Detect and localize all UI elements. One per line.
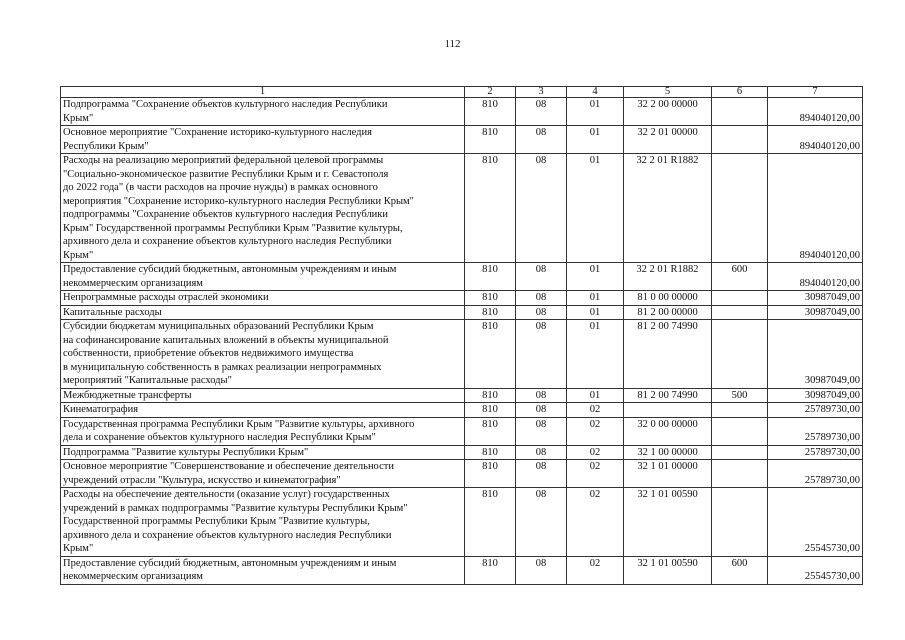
row-name-cell xyxy=(61,126,465,154)
table-row xyxy=(61,263,863,291)
row-sum-cell-text: 894040120,00 xyxy=(799,112,860,124)
row-code-5-cell xyxy=(624,403,712,418)
row-code-4-cell xyxy=(567,263,624,291)
row-code-4-cell-text: 01 xyxy=(589,292,601,303)
row-code-6-cell xyxy=(712,98,768,126)
row-code-4-cell-text: 02 xyxy=(589,461,601,472)
row-code-6-cell-text: 600 xyxy=(731,557,748,569)
row-code-3-cell xyxy=(516,320,567,389)
row-sum-cell xyxy=(768,388,863,403)
row-name-cell-text: Основное мероприятие "Совершенствование и обеспечение деятельности учреждений отрасли "Культура, искусство и кинематография" xyxy=(63,461,394,486)
row-code-3-cell-text: 08 xyxy=(535,127,547,138)
table-row xyxy=(61,445,863,460)
row-code-5-cell-text: 32 1 00 00000 xyxy=(637,446,698,458)
row-code-5-cell-text: 32 2 01 R1882 xyxy=(636,155,699,166)
row-name-cell-text: Межбюджетные трансферты xyxy=(63,389,192,401)
row-code-3-cell xyxy=(516,445,567,460)
row-code-2-cell-text: 810 xyxy=(482,557,498,569)
row-code-4-cell-text: 01 xyxy=(589,264,601,275)
header-cell-5: 5 xyxy=(624,87,712,98)
page-number: 112 xyxy=(444,38,461,50)
row-sum-cell-text: 25789730,00 xyxy=(804,446,860,458)
row-sum-cell-text: 25789730,00 xyxy=(804,432,860,443)
row-code-2-cell xyxy=(465,488,516,557)
row-sum-cell-text: 30987049,00 xyxy=(804,389,860,401)
table-row xyxy=(61,388,863,403)
row-code-6-cell xyxy=(712,388,768,403)
row-sum-cell xyxy=(768,460,863,488)
row-code-5-cell-text: 32 2 01 00000 xyxy=(637,127,698,138)
row-code-5-cell-text: 32 1 01 00590 xyxy=(637,489,698,500)
row-code-4-cell xyxy=(567,154,624,263)
row-code-3-cell-text: 08 xyxy=(535,404,547,415)
row-code-3-cell-text: 08 xyxy=(535,418,547,430)
table-row xyxy=(61,403,863,418)
row-code-4-cell-text: 01 xyxy=(589,321,601,332)
table-row xyxy=(61,417,863,445)
header-cell-6: 6 xyxy=(712,87,768,98)
row-code-3-cell-text: 08 xyxy=(535,461,547,472)
row-sum-cell xyxy=(768,488,863,557)
row-name-cell xyxy=(61,460,465,488)
row-name-cell xyxy=(61,98,465,126)
row-code-2-cell xyxy=(465,320,516,389)
row-code-3-cell-text: 08 xyxy=(535,389,547,401)
row-sum-cell-text: 30987049,00 xyxy=(804,375,860,386)
row-code-5-cell xyxy=(624,445,712,460)
row-code-5-cell xyxy=(624,320,712,389)
row-code-4-cell xyxy=(567,403,624,418)
row-code-3-cell xyxy=(516,291,567,306)
row-code-3-cell-text: 08 xyxy=(535,489,547,500)
row-name-cell-text: Предоставление субсидий бюджетным, автономным учреждениям и иным некоммерческим организациям xyxy=(63,264,397,289)
row-code-3-cell-text: 08 xyxy=(535,321,547,332)
row-code-5-cell xyxy=(624,556,712,584)
row-code-2-cell xyxy=(465,417,516,445)
row-code-4-cell xyxy=(567,388,624,403)
row-code-6-cell xyxy=(712,291,768,306)
row-code-3-cell xyxy=(516,403,567,418)
row-code-6-cell xyxy=(712,488,768,557)
table-row xyxy=(61,98,863,126)
row-code-5-cell-text: 32 1 01 00590 xyxy=(637,557,698,569)
row-name-cell-text: Подпрограмма "Сохранение объектов культурного наследия Республики Крым" xyxy=(63,99,388,124)
row-code-5-cell xyxy=(624,488,712,557)
row-code-2-cell-text: 810 xyxy=(482,99,498,110)
row-sum-cell xyxy=(768,320,863,389)
row-code-2-cell xyxy=(465,291,516,306)
budget-table xyxy=(60,86,863,585)
row-code-6-cell xyxy=(712,556,768,584)
row-code-6-cell xyxy=(712,320,768,389)
row-name-cell-text: Расходы на реализацию мероприятий федеральной целевой программы "Социально-экономическое развитие Республики Крым и г. Севастополя до 2022 года" (в части расходов на прочие нужды) в рамках основного мероприятия "Сохранение историко-культурного наследия Республики Крым" подпрограммы "Сохранение объектов культурного наследия Республики Крым" Государственной программы Республики Крым "Развитие культуры, архивного дела и сохранение объектов культурного наследия Республики Крым" xyxy=(63,155,414,261)
row-code-5-cell-text: 81 2 00 74990 xyxy=(637,321,698,332)
table-row xyxy=(61,291,863,306)
table-row xyxy=(61,305,863,320)
table-row xyxy=(61,556,863,584)
row-name-cell-text: Основное мероприятие "Сохранение историко-культурного наследия Республики Крым" xyxy=(63,127,372,152)
row-code-5-cell-text: 32 2 01 R1882 xyxy=(636,264,699,275)
row-code-4-cell xyxy=(567,417,624,445)
table-header-row xyxy=(61,87,863,98)
row-code-4-cell xyxy=(567,320,624,389)
table-row xyxy=(61,126,863,154)
row-code-2-cell xyxy=(465,388,516,403)
row-code-2-cell-text: 810 xyxy=(482,127,498,138)
row-name-cell xyxy=(61,417,465,445)
row-sum-cell xyxy=(768,305,863,320)
row-code-4-cell-text: 02 xyxy=(589,489,601,500)
row-name-cell-text: Непрограммные расходы отраслей экономики xyxy=(63,292,269,303)
header-cell-4: 4 xyxy=(567,87,624,98)
row-code-4-cell xyxy=(567,556,624,584)
row-code-4-cell xyxy=(567,445,624,460)
row-code-4-cell xyxy=(567,460,624,488)
row-code-3-cell xyxy=(516,263,567,291)
row-code-6-cell xyxy=(712,417,768,445)
row-name-cell xyxy=(61,291,465,306)
row-sum-cell xyxy=(768,445,863,460)
row-name-cell xyxy=(61,556,465,584)
row-code-2-cell-text: 810 xyxy=(482,321,498,332)
row-code-2-cell-text: 810 xyxy=(482,446,498,458)
row-code-5-cell xyxy=(624,460,712,488)
row-code-3-cell xyxy=(516,305,567,320)
row-code-5-cell-text: 81 2 00 74990 xyxy=(637,389,698,401)
row-code-5-cell xyxy=(624,126,712,154)
row-code-3-cell-text: 08 xyxy=(535,264,547,275)
row-code-2-cell-text: 810 xyxy=(482,404,498,415)
row-sum-cell xyxy=(768,556,863,584)
row-sum-cell xyxy=(768,126,863,154)
row-name-cell xyxy=(61,320,465,389)
row-code-4-cell-text: 01 xyxy=(589,127,601,138)
row-code-4-cell-text: 01 xyxy=(589,389,601,401)
row-code-4-cell-text: 01 xyxy=(589,306,601,318)
row-code-6-cell xyxy=(712,154,768,263)
row-code-5-cell-text: 32 0 00 00000 xyxy=(637,418,698,430)
header-cell-3: 3 xyxy=(516,87,567,98)
row-sum-cell xyxy=(768,263,863,291)
row-name-cell xyxy=(61,403,465,418)
row-sum-cell xyxy=(768,403,863,418)
row-code-5-cell xyxy=(624,291,712,306)
row-code-6-cell xyxy=(712,460,768,488)
row-code-3-cell-text: 08 xyxy=(535,155,547,166)
row-name-cell-text: Капитальные расходы xyxy=(63,306,162,318)
row-code-6-cell xyxy=(712,403,768,418)
row-code-5-cell-text: 32 1 01 00000 xyxy=(637,461,698,472)
row-code-2-cell-text: 810 xyxy=(482,489,498,500)
row-code-2-cell-text: 810 xyxy=(482,264,498,275)
row-code-3-cell xyxy=(516,126,567,154)
row-code-4-cell xyxy=(567,291,624,306)
table-row xyxy=(61,154,863,263)
row-code-3-cell xyxy=(516,556,567,584)
row-code-3-cell xyxy=(516,154,567,263)
row-code-4-cell xyxy=(567,305,624,320)
row-code-2-cell xyxy=(465,154,516,263)
row-code-2-cell xyxy=(465,460,516,488)
row-code-4-cell-text: 02 xyxy=(589,446,601,458)
row-name-cell xyxy=(61,154,465,263)
row-code-6-cell xyxy=(712,305,768,320)
row-sum-cell-text: 25545730,00 xyxy=(804,543,860,554)
row-code-2-cell xyxy=(465,445,516,460)
row-sum-cell xyxy=(768,98,863,126)
row-code-6-cell xyxy=(712,263,768,291)
row-code-5-cell-text: 81 2 00 00000 xyxy=(637,306,698,318)
header-cell-2: 2 xyxy=(465,87,516,98)
row-sum-cell-text: 30987049,00 xyxy=(804,292,860,303)
row-code-3-cell xyxy=(516,98,567,126)
row-sum-cell-text: 894040120,00 xyxy=(799,277,860,289)
row-code-5-cell-text: 32 2 00 00000 xyxy=(637,99,698,110)
row-code-5-cell xyxy=(624,154,712,263)
row-code-3-cell xyxy=(516,460,567,488)
row-sum-cell xyxy=(768,154,863,263)
row-name-cell xyxy=(61,488,465,557)
row-sum-cell-text: 25789730,00 xyxy=(804,474,860,486)
row-name-cell-text: Подпрограмма "Развитие культуры Республики Крым" xyxy=(63,446,309,458)
row-code-2-cell-text: 810 xyxy=(482,389,498,401)
row-code-6-cell-text: 600 xyxy=(731,264,748,275)
row-code-6-cell xyxy=(712,445,768,460)
row-code-3-cell-text: 08 xyxy=(535,306,547,318)
row-name-cell-text: Расходы на обеспечение деятельности (оказание услуг) государственных учреждений в рамках подпрограммы "Развитие культуры Республики Крым" Государственной программы Республики Крым "Развитие культуры, архивного дела и сохранение объектов культурного наследия Республики Крым" xyxy=(63,489,408,554)
header-cell-7: 7 xyxy=(768,87,863,98)
row-code-2-cell xyxy=(465,98,516,126)
row-code-2-cell xyxy=(465,556,516,584)
row-code-2-cell xyxy=(465,263,516,291)
row-code-2-cell xyxy=(465,305,516,320)
row-code-4-cell-text: 01 xyxy=(589,99,601,110)
row-code-5-cell-text: 81 0 00 00000 xyxy=(637,292,698,303)
table-row xyxy=(61,460,863,488)
table-row xyxy=(61,320,863,389)
row-code-3-cell-text: 08 xyxy=(535,557,547,569)
row-sum-cell xyxy=(768,291,863,306)
row-code-4-cell xyxy=(567,98,624,126)
row-code-2-cell-text: 810 xyxy=(482,292,498,303)
row-code-5-cell xyxy=(624,98,712,126)
row-code-2-cell-text: 810 xyxy=(482,155,498,166)
row-code-5-cell xyxy=(624,417,712,445)
row-code-2-cell-text: 810 xyxy=(482,461,498,472)
row-name-cell-text: Государственная программа Республики Крым "Развитие культуры, архивного дела и сохранение объектов культурного наследия Республики Крым" xyxy=(63,418,415,443)
row-sum-cell-text: 25545730,00 xyxy=(804,571,860,582)
row-code-2-cell xyxy=(465,403,516,418)
row-code-4-cell-text: 02 xyxy=(589,557,601,569)
row-code-6-cell-text: 500 xyxy=(731,389,748,401)
row-name-cell-text: Субсидии бюджетам муниципальных образований Республики Крым на софинансирование капитальных вложений в объекты муниципальной собственности, приобретение объектов недвижимого имущества в муниципальную собственность в рамках реализации непрограммных мероприятий "Капитальные расходы" xyxy=(63,321,389,386)
row-code-4-cell xyxy=(567,488,624,557)
row-code-4-cell-text: 01 xyxy=(589,155,601,166)
row-code-2-cell-text: 810 xyxy=(482,306,498,318)
row-code-3-cell-text: 08 xyxy=(535,446,547,458)
row-name-cell xyxy=(61,305,465,320)
row-code-2-cell xyxy=(465,126,516,154)
row-code-5-cell xyxy=(624,263,712,291)
row-code-4-cell-text: 02 xyxy=(589,418,601,430)
row-code-5-cell xyxy=(624,388,712,403)
row-code-3-cell xyxy=(516,488,567,557)
header-cell-1: 1 xyxy=(61,87,465,98)
row-code-3-cell-text: 08 xyxy=(535,292,547,303)
row-code-3-cell-text: 08 xyxy=(535,99,547,110)
row-code-3-cell xyxy=(516,388,567,403)
row-code-2-cell-text: 810 xyxy=(482,418,498,430)
row-sum-cell-text: 30987049,00 xyxy=(804,306,860,318)
row-name-cell-text: Кинематография xyxy=(63,404,139,415)
row-code-5-cell xyxy=(624,305,712,320)
row-sum-cell-text: 894040120,00 xyxy=(799,140,860,152)
row-sum-cell-text: 894040120,00 xyxy=(799,249,860,261)
table-row xyxy=(61,488,863,557)
row-name-cell-text: Предоставление субсидий бюджетным, автономным учреждениям и иным некоммерческим организациям xyxy=(63,557,397,582)
row-code-6-cell xyxy=(712,126,768,154)
row-code-4-cell-text: 02 xyxy=(589,404,601,415)
row-sum-cell-text: 25789730,00 xyxy=(804,404,860,415)
row-name-cell xyxy=(61,388,465,403)
row-name-cell xyxy=(61,445,465,460)
row-code-4-cell xyxy=(567,126,624,154)
row-name-cell xyxy=(61,263,465,291)
row-sum-cell xyxy=(768,417,863,445)
row-code-3-cell xyxy=(516,417,567,445)
